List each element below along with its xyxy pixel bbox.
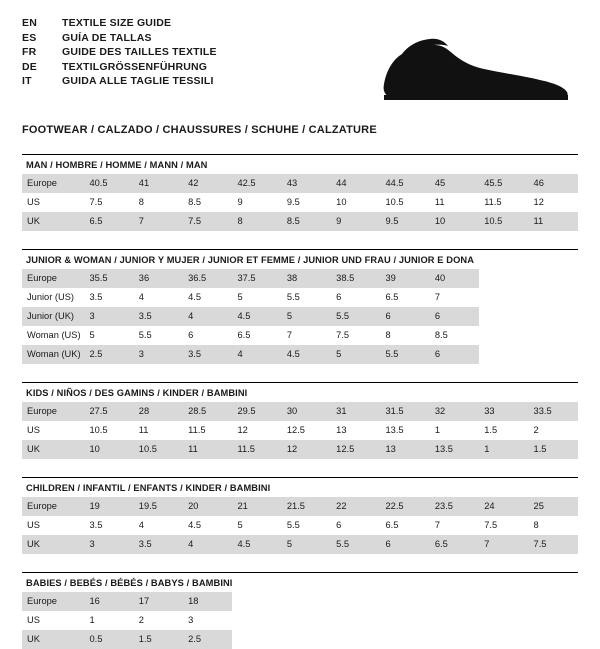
size-cell: 12 <box>282 440 331 459</box>
size-cell: 10.5 <box>479 212 528 231</box>
table-row <box>22 497 578 516</box>
size-cell: 10 <box>336 197 347 207</box>
size-cell: 37.5 <box>232 269 281 288</box>
size-cell: 12 <box>237 425 248 435</box>
row-label: US <box>27 615 40 625</box>
size-cell: 12.5 <box>331 440 380 459</box>
size-cell: 6.5 <box>385 520 399 530</box>
size-table <box>22 269 578 364</box>
size-cell: 28.5 <box>183 402 232 421</box>
size-cell: 6.5 <box>84 212 133 231</box>
dress-shoe-icon <box>376 32 572 106</box>
row-label: UK <box>22 440 84 459</box>
language-code: DE <box>22 60 37 73</box>
size-cell: 8.5 <box>282 212 331 231</box>
size-cell-empty <box>529 326 578 345</box>
size-cell: 42 <box>183 174 232 193</box>
table-row <box>22 630 578 649</box>
size-cell: 21 <box>232 497 281 516</box>
size-cell: 11.5 <box>484 197 502 207</box>
size-cell-empty <box>282 592 331 611</box>
size-cell: 3.5 <box>89 520 103 530</box>
size-cell-empty <box>282 611 331 630</box>
size-cell: 2.5 <box>84 345 133 364</box>
row-label: UK <box>22 212 84 231</box>
size-cell: 6.5 <box>430 535 479 554</box>
size-group-title: CHILDREN / INFANTIL / ENFANTS / KINDER / BAMBINI <box>22 477 578 497</box>
size-cell: 5.5 <box>286 520 300 530</box>
size-cell: 12 <box>533 197 544 207</box>
language-title: GUIDA ALLE TAGLIE TESSILI <box>62 75 214 88</box>
size-cell: 4 <box>138 520 144 530</box>
size-cell: 7 <box>134 212 183 231</box>
size-cell-empty <box>381 630 430 649</box>
size-cell-empty <box>529 345 578 364</box>
size-cell: 1.5 <box>484 425 498 435</box>
size-cell: 13.5 <box>430 440 479 459</box>
size-cell-empty <box>479 269 528 288</box>
size-cell: 33.5 <box>529 402 578 421</box>
size-cell: 5.5 <box>331 307 380 326</box>
table-row <box>22 516 578 535</box>
size-cell: 22 <box>331 497 380 516</box>
size-cell-empty <box>479 345 528 364</box>
size-cell-empty <box>430 630 479 649</box>
size-cell: 1.5 <box>529 440 578 459</box>
size-cell: 44.5 <box>381 174 430 193</box>
size-cell: 4.5 <box>282 345 331 364</box>
size-cell: 3.5 <box>134 535 183 554</box>
size-cell: 11 <box>434 197 445 207</box>
size-cell-empty <box>529 611 578 630</box>
size-cell: 4.5 <box>188 292 202 302</box>
size-cell: 6 <box>336 520 342 530</box>
size-cell: 30 <box>282 402 331 421</box>
size-cell: 22.5 <box>381 497 430 516</box>
language-row <box>22 60 217 75</box>
size-cell-empty <box>529 630 578 649</box>
row-label: Junior (UK) <box>22 307 84 326</box>
size-cell: 3.5 <box>89 292 103 302</box>
size-cell: 1.5 <box>134 630 183 649</box>
size-cell: 13.5 <box>385 425 404 435</box>
size-cell-empty <box>529 307 578 326</box>
size-cell-empty <box>331 630 380 649</box>
size-cell: 9.5 <box>286 197 300 207</box>
size-cell: 5 <box>237 292 243 302</box>
size-cell-empty <box>529 288 578 307</box>
size-cell-empty <box>479 307 528 326</box>
table-row <box>22 440 578 459</box>
size-table <box>22 497 578 554</box>
size-cell: 7 <box>434 292 441 302</box>
size-cell-empty <box>381 592 430 611</box>
size-cell: 10 <box>84 440 133 459</box>
size-cell: 32 <box>430 402 479 421</box>
size-cell: 11 <box>183 440 232 459</box>
size-cell: 45 <box>430 174 479 193</box>
row-label: US <box>27 520 40 530</box>
size-cell: 8 <box>138 197 144 207</box>
size-cell: 4 <box>138 292 144 302</box>
size-cell: 27.5 <box>84 402 133 421</box>
size-cell-empty <box>381 611 430 630</box>
size-table <box>22 174 578 231</box>
size-cell: 2.5 <box>183 630 232 649</box>
size-cell: 5 <box>282 307 331 326</box>
size-cell: 43 <box>282 174 331 193</box>
size-cell: 1 <box>479 440 528 459</box>
table-row <box>22 535 578 554</box>
size-cell: 7 <box>286 330 292 340</box>
size-cell: 6.5 <box>237 330 251 340</box>
size-cell-empty <box>232 611 281 630</box>
size-cell: 11 <box>138 425 149 435</box>
size-cell: 23.5 <box>430 497 479 516</box>
language-row <box>22 16 217 31</box>
table-row <box>22 174 578 193</box>
size-cell: 6 <box>381 307 430 326</box>
size-cell: 46 <box>529 174 578 193</box>
size-cell: 3 <box>84 307 133 326</box>
size-cell-empty <box>479 592 528 611</box>
size-cell: 19.5 <box>134 497 183 516</box>
size-cell-empty <box>529 592 578 611</box>
size-cell: 38 <box>282 269 331 288</box>
row-label: Woman (UK) <box>22 345 84 364</box>
size-cell: 13 <box>381 440 430 459</box>
size-cell-empty <box>529 269 578 288</box>
size-cell: 1 <box>89 615 95 625</box>
size-cell: 9 <box>237 197 243 207</box>
size-cell: 6 <box>336 292 342 302</box>
size-cell: 3 <box>188 615 194 625</box>
size-cell: 7 <box>479 535 528 554</box>
size-group <box>22 154 578 231</box>
table-row <box>22 402 578 421</box>
size-cell-empty <box>232 630 281 649</box>
size-cell: 4 <box>183 535 232 554</box>
size-cell: 40.5 <box>84 174 133 193</box>
row-label: Europe <box>22 402 84 421</box>
size-cell-empty <box>232 592 281 611</box>
row-label: US <box>27 425 40 435</box>
size-cell: 8.5 <box>188 197 202 207</box>
size-cell: 6 <box>430 307 479 326</box>
size-cell-empty <box>430 611 479 630</box>
row-label: UK <box>22 535 84 554</box>
size-group-title: KIDS / NIÑOS / DES GAMINS / KINDER / BAMBINI <box>22 382 578 402</box>
size-group-title: BABIES / BEBÉS / BÉBÉS / BABYS / BAMBINI <box>22 572 578 592</box>
size-table <box>22 592 578 649</box>
language-row <box>22 31 217 46</box>
size-cell: 3 <box>134 345 183 364</box>
table-row <box>22 592 578 611</box>
size-cell: 5.5 <box>138 330 152 340</box>
table-row <box>22 307 578 326</box>
table-row <box>22 288 578 307</box>
size-cell-empty <box>430 592 479 611</box>
size-table <box>22 402 578 459</box>
size-cell: 5 <box>282 535 331 554</box>
table-row <box>22 212 578 231</box>
language-code: IT <box>22 75 32 88</box>
size-cell: 35.5 <box>84 269 133 288</box>
size-cell: 4.5 <box>232 535 281 554</box>
language-row <box>22 74 217 89</box>
size-cell: 11.5 <box>232 440 281 459</box>
size-group-title: JUNIOR & WOMAN / JUNIOR Y MUJER / JUNIOR ET FEMME / JUNIOR UND FRAU / JUNIOR E DONA <box>22 249 578 269</box>
size-cell: 20 <box>183 497 232 516</box>
size-cell: 9.5 <box>381 212 430 231</box>
size-cell: 7.5 <box>529 535 578 554</box>
size-cell: 44 <box>331 174 380 193</box>
size-cell: 18 <box>183 592 232 611</box>
size-cell-empty <box>479 288 528 307</box>
size-cell: 5 <box>89 330 95 340</box>
size-cell: 33 <box>479 402 528 421</box>
size-cell: 40 <box>430 269 479 288</box>
size-cell: 10.5 <box>134 440 183 459</box>
size-cell: 9 <box>331 212 380 231</box>
size-cell: 7.5 <box>484 520 498 530</box>
size-cell: 6 <box>430 345 479 364</box>
language-code: FR <box>22 46 37 59</box>
row-label: US <box>27 197 40 207</box>
size-cell: 7.5 <box>89 197 103 207</box>
row-label: Europe <box>22 269 84 288</box>
size-cell: 6 <box>188 330 194 340</box>
size-cell: 42.5 <box>232 174 281 193</box>
size-cell: 39 <box>381 269 430 288</box>
size-cell: 8.5 <box>434 330 448 340</box>
size-cell: 36 <box>134 269 183 288</box>
size-cell: 4 <box>232 345 281 364</box>
size-cell: 4 <box>183 307 232 326</box>
size-cell-empty <box>479 630 528 649</box>
size-cell-empty <box>331 611 380 630</box>
table-row <box>22 193 578 212</box>
size-cell: 10.5 <box>89 425 108 435</box>
size-group-title: MAN / HOMBRE / HOMME / MANN / MAN <box>22 154 578 174</box>
row-label: UK <box>22 630 84 649</box>
size-cell: 3 <box>84 535 133 554</box>
language-code: EN <box>22 17 37 29</box>
language-title: TEXTILE SIZE GUIDE <box>62 17 172 29</box>
language-row <box>22 45 217 60</box>
size-cell: 25 <box>529 497 578 516</box>
size-cell-empty <box>331 592 380 611</box>
size-cell: 16 <box>84 592 133 611</box>
size-cell: 36.5 <box>183 269 232 288</box>
row-label: Junior (US) <box>27 292 75 302</box>
size-cell: 7.5 <box>336 330 350 340</box>
size-cell: 5 <box>331 345 380 364</box>
footwear-section-title: FOOTWEAR / CALZADO / CHAUSSURES / SCHUHE / CALZATURE <box>22 124 377 136</box>
size-cell-empty <box>282 630 331 649</box>
size-cell: 7 <box>434 520 441 530</box>
size-cell: 10.5 <box>385 197 404 207</box>
size-cell: 38.5 <box>331 269 380 288</box>
size-group <box>22 572 578 649</box>
language-title: TEXTILGRÖSSENFÜHRUNG <box>62 60 208 73</box>
row-label: Europe <box>22 497 84 516</box>
size-cell: 2 <box>533 425 539 435</box>
language-code: ES <box>22 31 37 44</box>
size-cell: 8 <box>385 330 391 340</box>
size-groups <box>22 154 578 649</box>
size-cell: 4.5 <box>188 520 202 530</box>
size-cell: 31 <box>331 402 380 421</box>
size-cell: 29.5 <box>232 402 281 421</box>
size-cell: 8 <box>533 520 539 530</box>
table-row <box>22 421 578 440</box>
size-cell: 5 <box>237 520 243 530</box>
table-row <box>22 611 578 630</box>
size-cell: 45.5 <box>479 174 528 193</box>
size-cell: 41 <box>134 174 183 193</box>
size-cell: 5.5 <box>381 345 430 364</box>
size-cell-empty <box>479 326 528 345</box>
language-title-list <box>22 16 217 89</box>
row-label: Woman (US) <box>27 330 81 340</box>
size-group <box>22 477 578 554</box>
size-cell: 8 <box>232 212 281 231</box>
size-cell: 3.5 <box>183 345 232 364</box>
size-cell: 21.5 <box>282 497 331 516</box>
size-cell: 24 <box>479 497 528 516</box>
size-cell: 19 <box>84 497 133 516</box>
row-label: Europe <box>22 592 84 611</box>
size-cell-empty <box>479 611 528 630</box>
size-group <box>22 382 578 459</box>
row-label: Europe <box>22 174 84 193</box>
size-cell: 31.5 <box>381 402 430 421</box>
size-group <box>22 249 578 364</box>
size-cell: 12.5 <box>286 425 305 435</box>
size-cell: 17 <box>134 592 183 611</box>
table-row <box>22 326 578 345</box>
language-title: GUIDE DES TAILLES TEXTILE <box>62 46 217 59</box>
size-cell: 11.5 <box>188 425 206 435</box>
size-cell: 28 <box>134 402 183 421</box>
size-cell: 6.5 <box>385 292 399 302</box>
size-cell: 0.5 <box>84 630 133 649</box>
size-cell: 10 <box>430 212 479 231</box>
size-cell: 4.5 <box>232 307 281 326</box>
size-cell: 13 <box>336 425 347 435</box>
size-cell: 7.5 <box>183 212 232 231</box>
size-cell: 1 <box>434 425 441 435</box>
table-row <box>22 345 578 364</box>
language-title: GUÍA DE TALLAS <box>62 31 152 44</box>
size-cell: 3.5 <box>134 307 183 326</box>
table-row <box>22 269 578 288</box>
size-cell: 5.5 <box>286 292 300 302</box>
size-cell: 6 <box>381 535 430 554</box>
size-cell: 5.5 <box>331 535 380 554</box>
header <box>22 16 578 108</box>
size-cell: 2 <box>138 615 144 625</box>
size-cell: 11 <box>529 212 578 231</box>
